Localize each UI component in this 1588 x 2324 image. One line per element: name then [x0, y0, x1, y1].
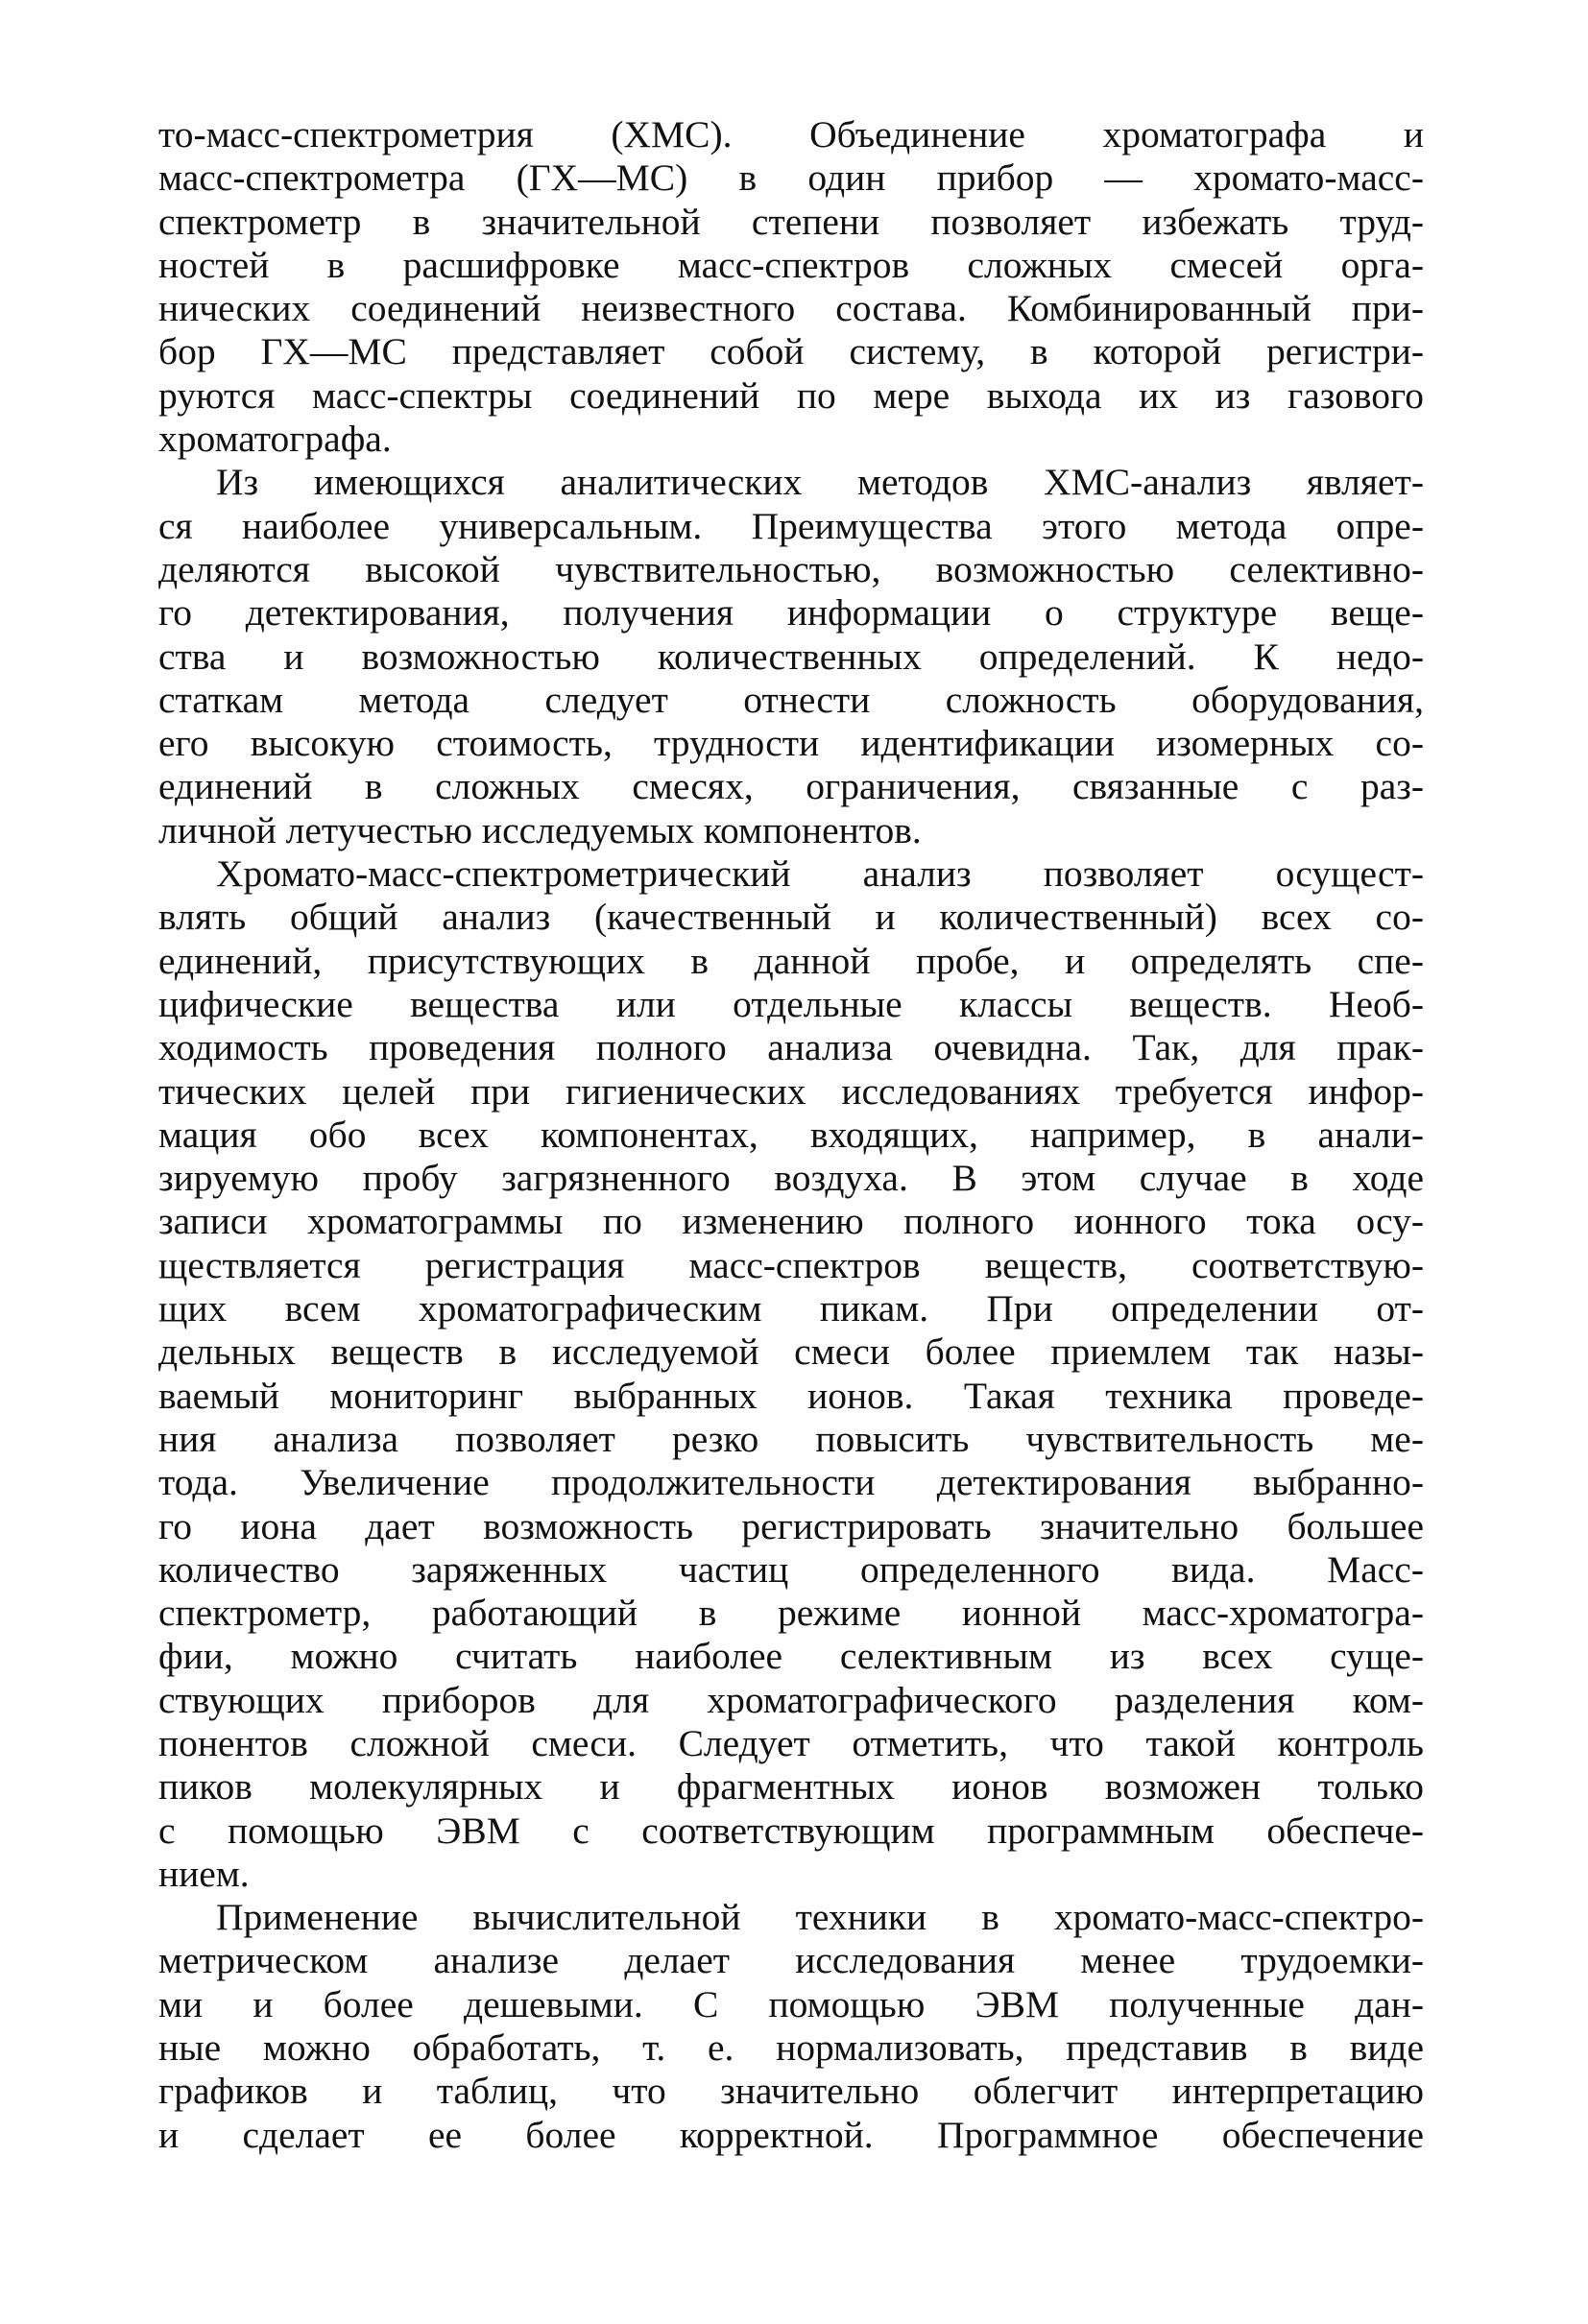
text-line: деляются высокой чувствительностью, возможностью селективно-	[158, 547, 1424, 590]
text-line: ные можно обработать, т. е. нормализовать, представив в виде	[158, 2026, 1424, 2070]
text-line: Хромато-масс-спектрометрический анализ позволяет осущест-	[216, 852, 1424, 896]
text-line: зируемую пробу загрязненного воздуха. В этом случае в ходе	[158, 1157, 1424, 1200]
text-line: ностей в расшифровке масс-спектров сложных смесей орга-	[158, 243, 1424, 286]
text-line: пиков молекулярных и фрагментных ионов возможен только	[158, 1765, 1424, 1809]
text-line: спектрометр в значительной степени позволяет избежать труд-	[158, 200, 1424, 243]
text-line: личной летучестью исследуемых компонентов.	[158, 808, 922, 851]
text-line: графиков и таблиц, что значительно облегчит интерпретацию	[158, 2070, 1424, 2113]
text-line: го иона дает возможность регистрировать значительно большее	[158, 1504, 1424, 1547]
text-line: с помощью ЭВМ с соответствующим программным обеспече-	[158, 1809, 1424, 1852]
text-line: то-масс-спектрометрия (ХМС). Объединение хроматографа и	[158, 113, 1424, 156]
text-line: го детектирования, получения информации о структуре веще-	[158, 591, 1424, 635]
text-line: ся наиболее универсальным. Преимущества этого метода опре-	[158, 504, 1424, 547]
text-line: ства и возможностью количественных определений. К недо-	[158, 635, 1424, 678]
text-line: единений, присутствующих в данной пробе, и определять спе-	[158, 939, 1424, 982]
text-line: единений в сложных смесях, ограничения, связанные с раз-	[158, 765, 1424, 808]
text-line: спектрометр, работающий в режиме ионной масс-хроматогра-	[158, 1592, 1424, 1635]
text-line: тических целей при гигиенических исследованиях требуется инфор-	[158, 1069, 1424, 1113]
text-line: хроматографа.	[158, 418, 392, 461]
text-line: Из имеющихся аналитических методов ХМС-анализ являет-	[216, 461, 1424, 504]
text-line: ваемый мониторинг выбранных ионов. Такая техника проведе-	[158, 1374, 1424, 1417]
text-line: Применение вычислительной техники в хромато-масс-спектро-	[216, 1896, 1424, 1939]
text-line: руются масс-спектры соединений по мере выхода их из газового	[158, 373, 1424, 417]
text-line: щих всем хроматографическим пикам. При определении от-	[158, 1287, 1424, 1330]
text-line: нических соединений неизвестного состава. Комбинированный при-	[158, 287, 1424, 330]
text-line: статкам метода следует отнести сложность оборудования,	[158, 678, 1424, 721]
text-line: цифические вещества или отдельные классы веществ. Необ-	[158, 982, 1424, 1025]
text-line: бор ГХ—МС представляет собой систему, в которой регистри-	[158, 330, 1424, 373]
document-page	[158, 113, 1424, 2157]
text-line: его высокую стоимость, трудности идентификации изомерных со-	[158, 722, 1424, 765]
text-line: ществляется регистрация масс-спектров веществ, соответствую-	[158, 1243, 1424, 1286]
text-line: записи хроматограммы по изменению полного ионного тока осу-	[158, 1200, 1424, 1243]
text-line: и сделает ее более корректной. Программное обеспечение	[158, 2113, 1424, 2156]
text-line: метрическом анализе делает исследования менее трудоемки-	[158, 1939, 1424, 1982]
text-line: ходимость проведения полного анализа очевидна. Так, для прак-	[158, 1026, 1424, 1069]
text-line: тода. Увеличение продолжительности детектирования выбранно-	[158, 1461, 1424, 1504]
text-line: ствующих приборов для хроматографического разделения ком-	[158, 1678, 1424, 1721]
text-line: количество заряженных частиц определенного вида. Масс-	[158, 1547, 1424, 1591]
text-line: влять общий анализ (качественный и количественный) всех со-	[158, 896, 1424, 939]
text-line: масс-спектрометра (ГХ—МС) в один прибор — хромато-масс-	[158, 156, 1424, 200]
paragraph-2	[158, 461, 1424, 852]
text-line: ми и более дешевыми. С помощью ЭВМ полученные дан-	[158, 1982, 1424, 2025]
text-line: мация обо всех компонентах, входящих, например, в анали-	[158, 1113, 1424, 1156]
text-line: фии, можно считать наиболее селективным из всех суще-	[158, 1635, 1424, 1678]
paragraph-3	[158, 852, 1424, 1896]
paragraph-4	[158, 1896, 1424, 2157]
paragraph-1	[158, 113, 1424, 461]
text-line: дельных веществ в исследуемой смеси более приемлем так назы-	[158, 1330, 1424, 1374]
text-line: ния анализа позволяет резко повысить чувствительность ме-	[158, 1417, 1424, 1460]
text-line: нием.	[158, 1852, 250, 1895]
text-line: понентов сложной смеси. Следует отметить, что такой контроль	[158, 1721, 1424, 1764]
